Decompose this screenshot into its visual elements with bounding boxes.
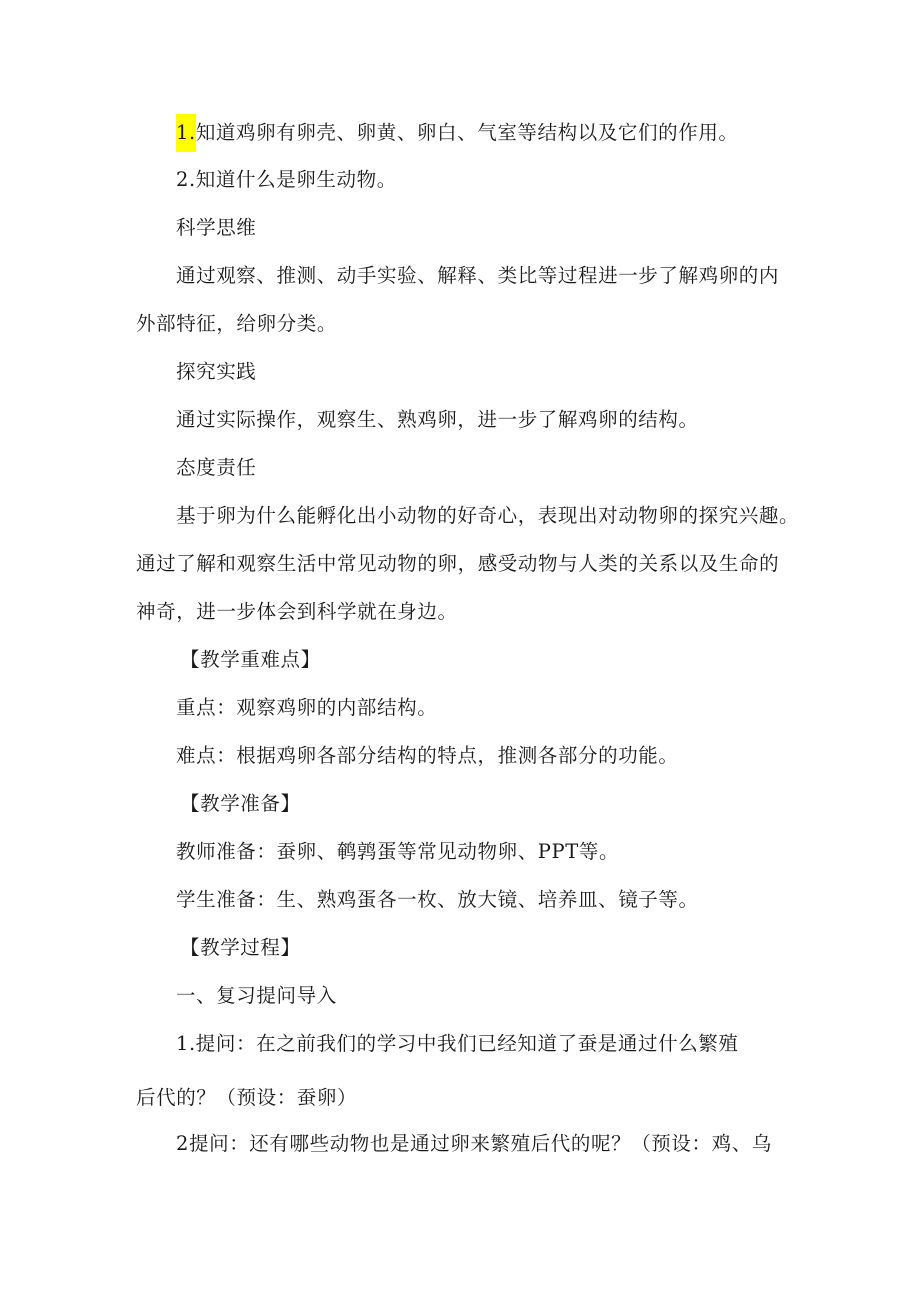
section-heading-attitude: 态度责任 [176, 456, 257, 479]
section-heading-key-points: 【教学重难点】 [180, 648, 321, 671]
paragraph-line: 难点：根据鸡卵各部分结构的特点，推测各部分的功能。 [176, 744, 679, 767]
section-heading-scientific-thinking: 科学思维 [176, 216, 257, 239]
section-heading-preparation: 【教学准备】 [180, 792, 301, 815]
paragraph-line: 基于卵为什么能孵化出小动物的好奇心，表现出对动物卵的探究兴趣。 [176, 504, 800, 527]
paragraph-line: 1.提问：在之前我们的学习中我们已经知道了蚕是通过什么繁殖 [176, 1032, 739, 1055]
paragraph-line: 后代的？（预设：蚕卵） [136, 1086, 358, 1109]
paragraph-line: 2提问：还有哪些动物也是通过卵来繁殖后代的呢？（预设：鸡、乌 [176, 1132, 772, 1155]
objective-line-1 [176, 120, 739, 152]
section-heading-teaching-process: 【教学过程】 [180, 936, 301, 959]
paragraph-line: 通过观察、推测、动手实验、解释、类比等过程进一步了解鸡卵的内 [176, 264, 780, 287]
objective-line-2: 2.知道什么是卵生动物。 [176, 168, 397, 191]
section-heading-inquiry-practice: 探究实践 [176, 360, 257, 383]
paragraph-line: 神奇，进一步体会到科学就在身边。 [136, 600, 458, 623]
paragraph-line: 外部特征，给卵分类。 [136, 312, 338, 335]
paragraph-line: 通过了解和观察生活中常见动物的卵，感受动物与人类的关系以及生命的 [136, 552, 780, 575]
subsection-heading: 一、复习提问导入 [176, 984, 337, 1007]
paragraph-line: 通过实际操作，观察生、熟鸡卵，进一步了解鸡卵的结构。 [176, 408, 699, 431]
paragraph-line: 重点：观察鸡卵的内部结构。 [176, 696, 438, 719]
highlighted-number: 1. [176, 114, 196, 152]
paragraph-line: 学生准备：生、熟鸡蛋各一枚、放大镜、培养皿、镜子等。 [176, 888, 699, 911]
paragraph-line: 教师准备：蚕卵、鹌鹑蛋等常见动物卵、PPT等。 [176, 840, 620, 863]
line-text: 知道鸡卵有卵壳、卵黄、卵白、气室等结构以及它们的作用。 [195, 121, 739, 144]
